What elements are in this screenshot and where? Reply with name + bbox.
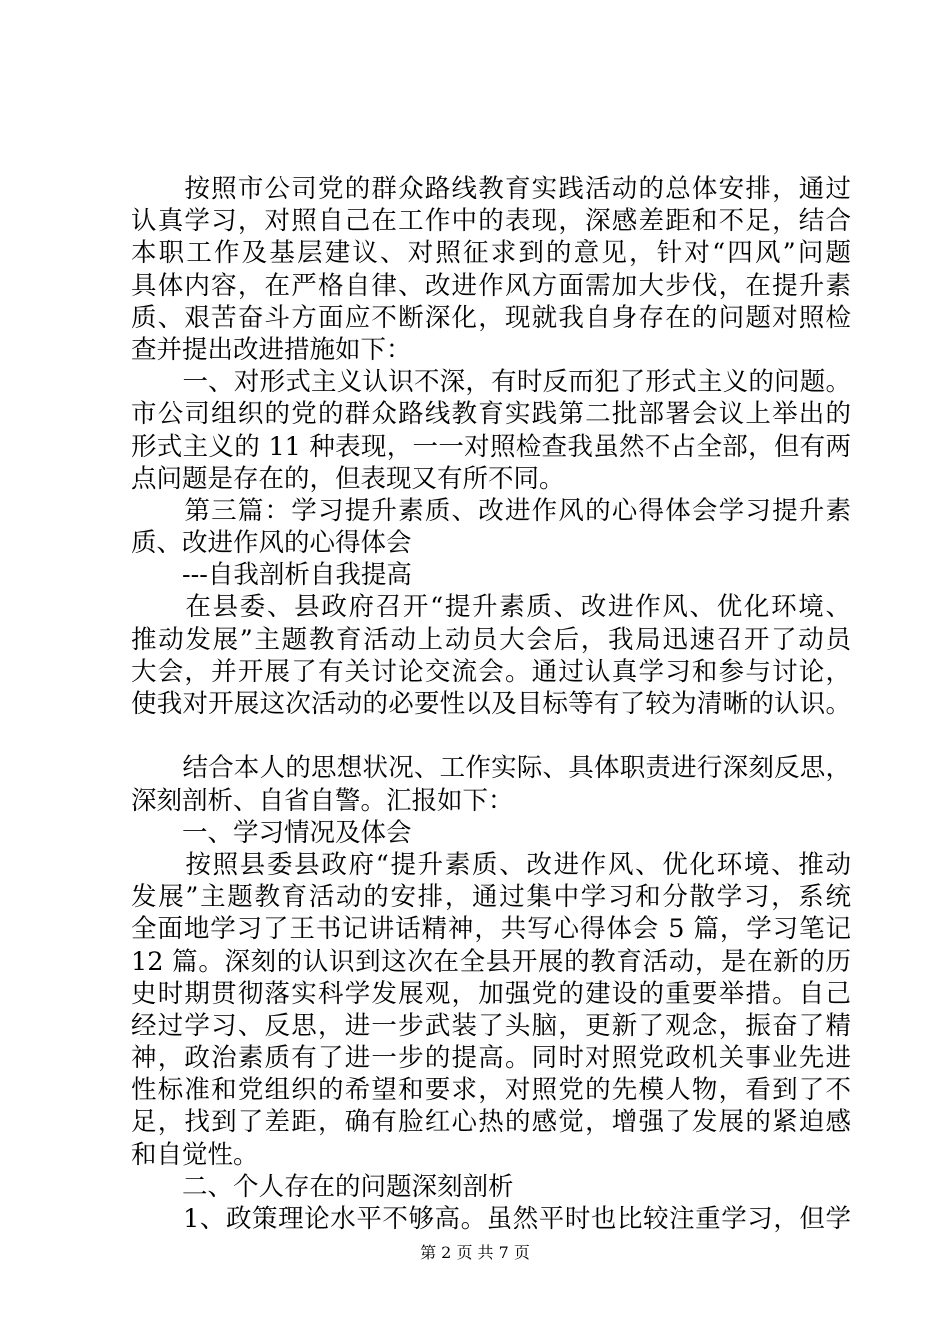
text-line: 神，政治素质有了进一步的提高。同时对照党政机关事业先进: [131, 1043, 851, 1074]
text-line: 1、政策理论水平不够高。虽然平时也比较注重学习，但学: [131, 1204, 851, 1234]
blank-line: [131, 720, 851, 752]
text-line: 一、对形式主义认识不深，有时反而犯了形式主义的问题。: [131, 367, 851, 398]
text-line: 深刻剖析、自省自警。汇报如下：: [131, 785, 514, 816]
text-line: 形式主义的 11 种表现，一一对照检查我虽然不占全部，但有两: [131, 431, 851, 462]
text-line: 质、改进作风的心得体会: [131, 528, 412, 559]
text-line: 点问题是存在的，但表现又有所不同。: [131, 463, 565, 494]
text-line: 一、学习情况及体会: [131, 817, 412, 848]
page-number-footer: 第 2 页 共 7 页: [420, 1243, 530, 1262]
text-line: 性标准和党组织的希望和要求，对照党的先模人物，看到了不: [131, 1075, 851, 1106]
text-line: 具体内容，在严格自律、改进作风方面需加大步伐，在提升素: [131, 270, 851, 301]
text-line: 查并提出改进措施如下：: [131, 334, 412, 365]
text-line: 质、艰苦奋斗方面应不断深化，现就我自身存在的问题对照检: [131, 302, 851, 333]
text-line: 结合本人的思想状况、工作实际、具体职责进行深刻反思，: [131, 753, 851, 784]
text-line: ---自我剖析自我提高: [131, 560, 412, 591]
document-body: [131, 173, 851, 1235]
text-line: 大会，并开展了有关讨论交流会。通过认真学习和参与讨论，: [131, 656, 851, 687]
text-line: 经过学习、反思，进一步武装了头脑，更新了观念，振奋了精: [131, 1010, 851, 1041]
text-line: 足，找到了差距，确有脸红心热的感觉，增强了发展的紧迫感: [131, 1107, 851, 1138]
text-line: 12 篇。深刻的认识到这次在全县开展的教育活动，是在新的历: [131, 946, 851, 977]
text-line: 按照县委县政府“提升素质、改进作风、优化环境、推动: [131, 849, 851, 880]
text-line: 发展”主题教育活动的安排，通过集中学习和分散学习，系统: [131, 882, 851, 913]
text-line: 第三篇：学习提升素质、改进作风的心得体会学习提升素: [131, 495, 851, 526]
text-line: 认真学习，对照自己在工作中的表现，深感差距和不足，结合: [131, 206, 851, 237]
text-line: 使我对开展这次活动的必要性以及目标等有了较为清晰的认识。: [131, 689, 851, 719]
text-line: 在县委、县政府召开“提升素质、改进作风、优化环境、: [131, 592, 851, 623]
text-line: 本职工作及基层建议、对照征求到的意见，针对“四风”问题: [131, 238, 851, 269]
text-line: 史时期贯彻落实科学发展观，加强党的建设的重要举措。自己: [131, 978, 851, 1009]
text-line: 全面地学习了王书记讲话精神，共写心得体会 5 篇，学习笔记: [131, 914, 851, 945]
text-line: 推动发展”主题教育活动上动员大会后，我局迅速召开了动员: [131, 624, 851, 655]
text-line: 二、个人存在的问题深刻剖析: [131, 1171, 514, 1202]
text-line: 按照市公司党的群众路线教育实践活动的总体安排，通过: [131, 174, 851, 204]
text-line: 和自觉性。: [131, 1139, 259, 1170]
text-line: 市公司组织的党的群众路线教育实践第二批部署会议上举出的: [131, 399, 851, 430]
